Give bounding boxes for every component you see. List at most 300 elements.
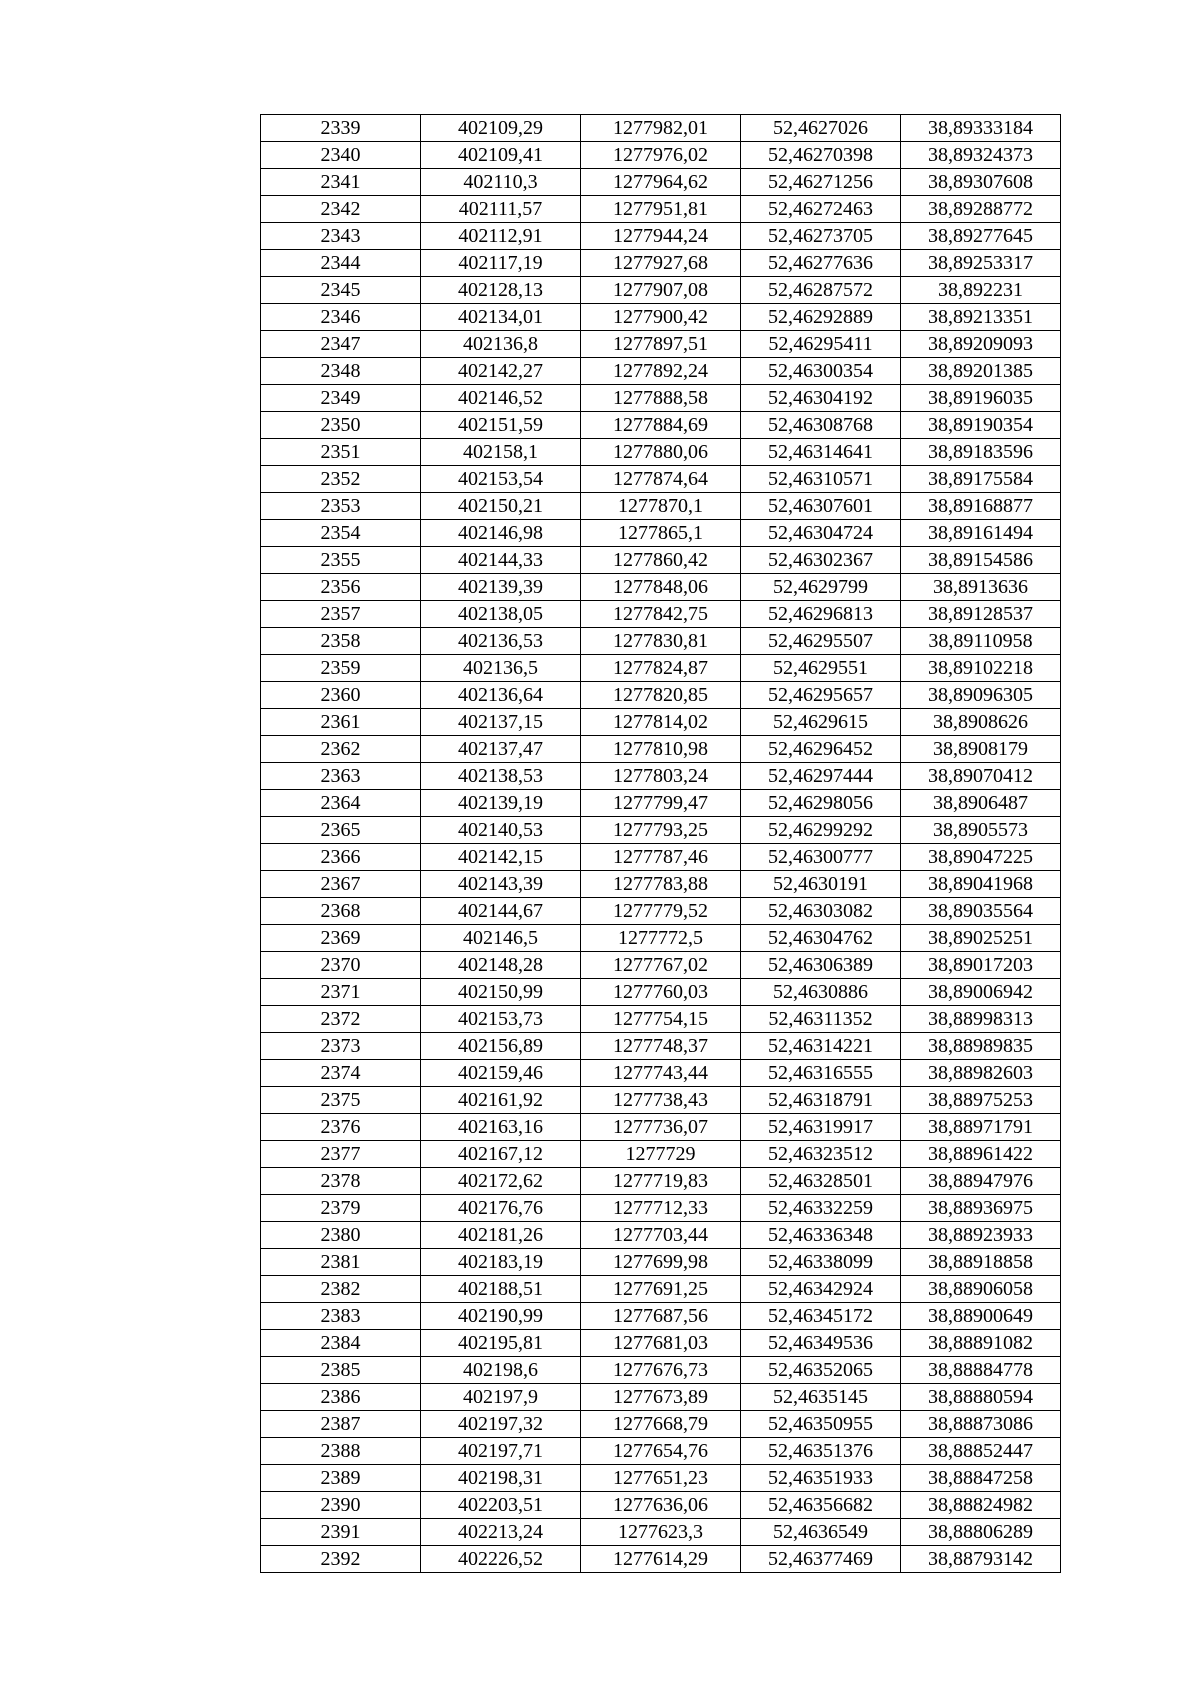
x-coordinate-cell: 402195,81	[421, 1330, 581, 1357]
latitude-cell: 52,4629615	[741, 709, 901, 736]
longitude-cell: 38,89128537	[901, 601, 1061, 628]
x-coordinate-cell: 402138,05	[421, 601, 581, 628]
table-row	[261, 1222, 1061, 1249]
point-number-cell: 2389	[261, 1465, 421, 1492]
y-coordinate-cell: 1277951,81	[581, 196, 741, 223]
y-coordinate-cell: 1277888,58	[581, 385, 741, 412]
latitude-cell: 52,46295657	[741, 682, 901, 709]
point-number-cell: 2340	[261, 142, 421, 169]
table-row	[261, 466, 1061, 493]
longitude-cell: 38,88906058	[901, 1276, 1061, 1303]
x-coordinate-cell: 402110,3	[421, 169, 581, 196]
x-coordinate-cell: 402183,19	[421, 1249, 581, 1276]
table-row	[261, 520, 1061, 547]
longitude-cell: 38,88998313	[901, 1006, 1061, 1033]
longitude-cell: 38,8908179	[901, 736, 1061, 763]
latitude-cell: 52,46306389	[741, 952, 901, 979]
longitude-cell: 38,89047225	[901, 844, 1061, 871]
longitude-cell: 38,88847258	[901, 1465, 1061, 1492]
longitude-cell: 38,88975253	[901, 1087, 1061, 1114]
table-row	[261, 655, 1061, 682]
point-number-cell: 2344	[261, 250, 421, 277]
x-coordinate-cell: 402167,12	[421, 1141, 581, 1168]
point-number-cell: 2356	[261, 574, 421, 601]
point-number-cell: 2387	[261, 1411, 421, 1438]
table-row	[261, 628, 1061, 655]
longitude-cell: 38,88923933	[901, 1222, 1061, 1249]
coordinates-table-body	[261, 115, 1061, 1573]
point-number-cell: 2360	[261, 682, 421, 709]
y-coordinate-cell: 1277743,44	[581, 1060, 741, 1087]
y-coordinate-cell: 1277654,76	[581, 1438, 741, 1465]
latitude-cell: 52,46356682	[741, 1492, 901, 1519]
table-row	[261, 547, 1061, 574]
point-number-cell: 2343	[261, 223, 421, 250]
longitude-cell: 38,89096305	[901, 682, 1061, 709]
y-coordinate-cell: 1277651,23	[581, 1465, 741, 1492]
point-number-cell: 2375	[261, 1087, 421, 1114]
y-coordinate-cell: 1277810,98	[581, 736, 741, 763]
point-number-cell: 2390	[261, 1492, 421, 1519]
y-coordinate-cell: 1277636,06	[581, 1492, 741, 1519]
table-row	[261, 439, 1061, 466]
latitude-cell: 52,4629551	[741, 655, 901, 682]
y-coordinate-cell: 1277884,69	[581, 412, 741, 439]
table-row	[261, 601, 1061, 628]
table-row	[261, 1195, 1061, 1222]
y-coordinate-cell: 1277779,52	[581, 898, 741, 925]
latitude-cell: 52,46295411	[741, 331, 901, 358]
y-coordinate-cell: 1277907,08	[581, 277, 741, 304]
longitude-cell: 38,88806289	[901, 1519, 1061, 1546]
table-row	[261, 304, 1061, 331]
y-coordinate-cell: 1277964,62	[581, 169, 741, 196]
x-coordinate-cell: 402146,52	[421, 385, 581, 412]
longitude-cell: 38,88891082	[901, 1330, 1061, 1357]
table-row	[261, 1438, 1061, 1465]
y-coordinate-cell: 1277892,24	[581, 358, 741, 385]
latitude-cell: 52,46336348	[741, 1222, 901, 1249]
latitude-cell: 52,46319917	[741, 1114, 901, 1141]
longitude-cell: 38,89070412	[901, 763, 1061, 790]
x-coordinate-cell: 402117,19	[421, 250, 581, 277]
latitude-cell: 52,4635145	[741, 1384, 901, 1411]
y-coordinate-cell: 1277976,02	[581, 142, 741, 169]
longitude-cell: 38,88880594	[901, 1384, 1061, 1411]
latitude-cell: 52,46308768	[741, 412, 901, 439]
x-coordinate-cell: 402198,31	[421, 1465, 581, 1492]
latitude-cell: 52,4629799	[741, 574, 901, 601]
point-number-cell: 2372	[261, 1006, 421, 1033]
point-number-cell: 2347	[261, 331, 421, 358]
y-coordinate-cell: 1277860,42	[581, 547, 741, 574]
table-row	[261, 142, 1061, 169]
table-row	[261, 1492, 1061, 1519]
point-number-cell: 2376	[261, 1114, 421, 1141]
y-coordinate-cell: 1277944,24	[581, 223, 741, 250]
latitude-cell: 52,46310571	[741, 466, 901, 493]
latitude-cell: 52,46292889	[741, 304, 901, 331]
longitude-cell: 38,89201385	[901, 358, 1061, 385]
longitude-cell: 38,88989835	[901, 1033, 1061, 1060]
table-row	[261, 493, 1061, 520]
latitude-cell: 52,46273705	[741, 223, 901, 250]
table-row	[261, 1303, 1061, 1330]
x-coordinate-cell: 402109,41	[421, 142, 581, 169]
table-row	[261, 196, 1061, 223]
x-coordinate-cell: 402150,21	[421, 493, 581, 520]
x-coordinate-cell: 402142,15	[421, 844, 581, 871]
longitude-cell: 38,88884778	[901, 1357, 1061, 1384]
point-number-cell: 2384	[261, 1330, 421, 1357]
x-coordinate-cell: 402176,76	[421, 1195, 581, 1222]
table-row	[261, 1384, 1061, 1411]
table-row	[261, 115, 1061, 142]
latitude-cell: 52,46296813	[741, 601, 901, 628]
y-coordinate-cell: 1277848,06	[581, 574, 741, 601]
table-row	[261, 1411, 1061, 1438]
x-coordinate-cell: 402128,13	[421, 277, 581, 304]
y-coordinate-cell: 1277676,73	[581, 1357, 741, 1384]
point-number-cell: 2366	[261, 844, 421, 871]
x-coordinate-cell: 402172,62	[421, 1168, 581, 1195]
table-row	[261, 250, 1061, 277]
latitude-cell: 52,46345172	[741, 1303, 901, 1330]
y-coordinate-cell: 1277673,89	[581, 1384, 741, 1411]
y-coordinate-cell: 1277982,01	[581, 115, 741, 142]
table-row	[261, 1060, 1061, 1087]
longitude-cell: 38,88971791	[901, 1114, 1061, 1141]
longitude-cell: 38,89333184	[901, 115, 1061, 142]
x-coordinate-cell: 402158,1	[421, 439, 581, 466]
point-number-cell: 2341	[261, 169, 421, 196]
longitude-cell: 38,89041968	[901, 871, 1061, 898]
x-coordinate-cell: 402136,5	[421, 655, 581, 682]
latitude-cell: 52,46349536	[741, 1330, 901, 1357]
longitude-cell: 38,89213351	[901, 304, 1061, 331]
longitude-cell: 38,8913636	[901, 574, 1061, 601]
y-coordinate-cell: 1277865,1	[581, 520, 741, 547]
y-coordinate-cell: 1277783,88	[581, 871, 741, 898]
point-number-cell: 2363	[261, 763, 421, 790]
longitude-cell: 38,89025251	[901, 925, 1061, 952]
point-number-cell: 2371	[261, 979, 421, 1006]
point-number-cell: 2357	[261, 601, 421, 628]
x-coordinate-cell: 402140,53	[421, 817, 581, 844]
longitude-cell: 38,89168877	[901, 493, 1061, 520]
y-coordinate-cell: 1277703,44	[581, 1222, 741, 1249]
table-row	[261, 412, 1061, 439]
x-coordinate-cell: 402181,26	[421, 1222, 581, 1249]
y-coordinate-cell: 1277824,87	[581, 655, 741, 682]
y-coordinate-cell: 1277900,42	[581, 304, 741, 331]
x-coordinate-cell: 402144,33	[421, 547, 581, 574]
table-row	[261, 331, 1061, 358]
point-number-cell: 2374	[261, 1060, 421, 1087]
point-number-cell: 2373	[261, 1033, 421, 1060]
longitude-cell: 38,88852447	[901, 1438, 1061, 1465]
x-coordinate-cell: 402203,51	[421, 1492, 581, 1519]
x-coordinate-cell: 402142,27	[421, 358, 581, 385]
y-coordinate-cell: 1277874,64	[581, 466, 741, 493]
point-number-cell: 2342	[261, 196, 421, 223]
latitude-cell: 52,46351376	[741, 1438, 901, 1465]
x-coordinate-cell: 402153,73	[421, 1006, 581, 1033]
latitude-cell: 52,46377469	[741, 1546, 901, 1573]
latitude-cell: 52,46316555	[741, 1060, 901, 1087]
latitude-cell: 52,46298056	[741, 790, 901, 817]
y-coordinate-cell: 1277699,98	[581, 1249, 741, 1276]
longitude-cell: 38,89288772	[901, 196, 1061, 223]
latitude-cell: 52,46328501	[741, 1168, 901, 1195]
x-coordinate-cell: 402148,28	[421, 952, 581, 979]
point-number-cell: 2383	[261, 1303, 421, 1330]
point-number-cell: 2367	[261, 871, 421, 898]
point-number-cell: 2380	[261, 1222, 421, 1249]
y-coordinate-cell: 1277927,68	[581, 250, 741, 277]
y-coordinate-cell: 1277880,06	[581, 439, 741, 466]
table-row	[261, 169, 1061, 196]
table-row	[261, 1087, 1061, 1114]
longitude-cell: 38,88900649	[901, 1303, 1061, 1330]
x-coordinate-cell: 402136,8	[421, 331, 581, 358]
longitude-cell: 38,89035564	[901, 898, 1061, 925]
longitude-cell: 38,89102218	[901, 655, 1061, 682]
latitude-cell: 52,46338099	[741, 1249, 901, 1276]
point-number-cell: 2348	[261, 358, 421, 385]
y-coordinate-cell: 1277623,3	[581, 1519, 741, 1546]
point-number-cell: 2379	[261, 1195, 421, 1222]
latitude-cell: 52,4630191	[741, 871, 901, 898]
y-coordinate-cell: 1277614,29	[581, 1546, 741, 1573]
y-coordinate-cell: 1277681,03	[581, 1330, 741, 1357]
table-row	[261, 1330, 1061, 1357]
longitude-cell: 38,89017203	[901, 952, 1061, 979]
y-coordinate-cell: 1277760,03	[581, 979, 741, 1006]
table-row	[261, 1357, 1061, 1384]
point-number-cell: 2345	[261, 277, 421, 304]
point-number-cell: 2346	[261, 304, 421, 331]
table-row	[261, 790, 1061, 817]
point-number-cell: 2351	[261, 439, 421, 466]
longitude-cell: 38,89110958	[901, 628, 1061, 655]
point-number-cell: 2388	[261, 1438, 421, 1465]
table-row	[261, 925, 1061, 952]
latitude-cell: 52,46311352	[741, 1006, 901, 1033]
coordinates-table	[260, 114, 1061, 1573]
table-row	[261, 979, 1061, 1006]
longitude-cell: 38,88873086	[901, 1411, 1061, 1438]
table-row	[261, 1465, 1061, 1492]
x-coordinate-cell: 402198,6	[421, 1357, 581, 1384]
x-coordinate-cell: 402143,39	[421, 871, 581, 898]
longitude-cell: 38,88947976	[901, 1168, 1061, 1195]
point-number-cell: 2339	[261, 115, 421, 142]
latitude-cell: 52,46300354	[741, 358, 901, 385]
point-number-cell: 2377	[261, 1141, 421, 1168]
y-coordinate-cell: 1277691,25	[581, 1276, 741, 1303]
x-coordinate-cell: 402137,15	[421, 709, 581, 736]
latitude-cell: 52,46277636	[741, 250, 901, 277]
latitude-cell: 52,46296452	[741, 736, 901, 763]
latitude-cell: 52,46314641	[741, 439, 901, 466]
table-row	[261, 385, 1061, 412]
point-number-cell: 2362	[261, 736, 421, 763]
point-number-cell: 2369	[261, 925, 421, 952]
x-coordinate-cell: 402197,32	[421, 1411, 581, 1438]
x-coordinate-cell: 402213,24	[421, 1519, 581, 1546]
x-coordinate-cell: 402190,99	[421, 1303, 581, 1330]
x-coordinate-cell: 402136,53	[421, 628, 581, 655]
table-row	[261, 1168, 1061, 1195]
point-number-cell: 2365	[261, 817, 421, 844]
table-row	[261, 358, 1061, 385]
y-coordinate-cell: 1277754,15	[581, 1006, 741, 1033]
point-number-cell: 2391	[261, 1519, 421, 1546]
latitude-cell: 52,46342924	[741, 1276, 901, 1303]
point-number-cell: 2364	[261, 790, 421, 817]
longitude-cell: 38,8905573	[901, 817, 1061, 844]
latitude-cell: 52,4636549	[741, 1519, 901, 1546]
point-number-cell: 2355	[261, 547, 421, 574]
point-number-cell: 2385	[261, 1357, 421, 1384]
longitude-cell: 38,89277645	[901, 223, 1061, 250]
y-coordinate-cell: 1277738,43	[581, 1087, 741, 1114]
longitude-cell: 38,89006942	[901, 979, 1061, 1006]
y-coordinate-cell: 1277870,1	[581, 493, 741, 520]
y-coordinate-cell: 1277668,79	[581, 1411, 741, 1438]
x-coordinate-cell: 402139,19	[421, 790, 581, 817]
x-coordinate-cell: 402226,52	[421, 1546, 581, 1573]
longitude-cell: 38,8908626	[901, 709, 1061, 736]
table-row	[261, 898, 1061, 925]
x-coordinate-cell: 402139,39	[421, 574, 581, 601]
table-row	[261, 682, 1061, 709]
latitude-cell: 52,46304762	[741, 925, 901, 952]
table-row	[261, 844, 1061, 871]
point-number-cell: 2386	[261, 1384, 421, 1411]
x-coordinate-cell: 402161,92	[421, 1087, 581, 1114]
point-number-cell: 2370	[261, 952, 421, 979]
latitude-cell: 52,46295507	[741, 628, 901, 655]
point-number-cell: 2354	[261, 520, 421, 547]
table-row	[261, 817, 1061, 844]
table-row	[261, 952, 1061, 979]
latitude-cell: 52,46302367	[741, 547, 901, 574]
point-number-cell: 2378	[261, 1168, 421, 1195]
point-number-cell: 2359	[261, 655, 421, 682]
latitude-cell: 52,46272463	[741, 196, 901, 223]
x-coordinate-cell: 402134,01	[421, 304, 581, 331]
longitude-cell: 38,88824982	[901, 1492, 1061, 1519]
x-coordinate-cell: 402136,64	[421, 682, 581, 709]
point-number-cell: 2349	[261, 385, 421, 412]
table-row	[261, 1006, 1061, 1033]
longitude-cell: 38,8906487	[901, 790, 1061, 817]
x-coordinate-cell: 402146,98	[421, 520, 581, 547]
table-row	[261, 1276, 1061, 1303]
x-coordinate-cell: 402156,89	[421, 1033, 581, 1060]
point-number-cell: 2352	[261, 466, 421, 493]
latitude-cell: 52,46352065	[741, 1357, 901, 1384]
longitude-cell: 38,89196035	[901, 385, 1061, 412]
latitude-cell: 52,46304192	[741, 385, 901, 412]
longitude-cell: 38,88936975	[901, 1195, 1061, 1222]
table-row	[261, 1114, 1061, 1141]
x-coordinate-cell: 402138,53	[421, 763, 581, 790]
x-coordinate-cell: 402111,57	[421, 196, 581, 223]
x-coordinate-cell: 402137,47	[421, 736, 581, 763]
x-coordinate-cell: 402150,99	[421, 979, 581, 1006]
y-coordinate-cell: 1277736,07	[581, 1114, 741, 1141]
latitude-cell: 52,46323512	[741, 1141, 901, 1168]
y-coordinate-cell: 1277814,02	[581, 709, 741, 736]
longitude-cell: 38,89154586	[901, 547, 1061, 574]
y-coordinate-cell: 1277729	[581, 1141, 741, 1168]
longitude-cell: 38,88793142	[901, 1546, 1061, 1573]
y-coordinate-cell: 1277793,25	[581, 817, 741, 844]
y-coordinate-cell: 1277799,47	[581, 790, 741, 817]
y-coordinate-cell: 1277842,75	[581, 601, 741, 628]
point-number-cell: 2350	[261, 412, 421, 439]
latitude-cell: 52,46300777	[741, 844, 901, 871]
latitude-cell: 52,46271256	[741, 169, 901, 196]
longitude-cell: 38,88918858	[901, 1249, 1061, 1276]
y-coordinate-cell: 1277820,85	[581, 682, 741, 709]
table-row	[261, 1546, 1061, 1573]
longitude-cell: 38,89324373	[901, 142, 1061, 169]
x-coordinate-cell: 402153,54	[421, 466, 581, 493]
x-coordinate-cell: 402197,9	[421, 1384, 581, 1411]
latitude-cell: 52,46332259	[741, 1195, 901, 1222]
table-row	[261, 763, 1061, 790]
latitude-cell: 52,46351933	[741, 1465, 901, 1492]
y-coordinate-cell: 1277897,51	[581, 331, 741, 358]
latitude-cell: 52,46350955	[741, 1411, 901, 1438]
y-coordinate-cell: 1277748,37	[581, 1033, 741, 1060]
longitude-cell: 38,89175584	[901, 466, 1061, 493]
table-row	[261, 709, 1061, 736]
latitude-cell: 52,46297444	[741, 763, 901, 790]
longitude-cell: 38,89161494	[901, 520, 1061, 547]
latitude-cell: 52,46314221	[741, 1033, 901, 1060]
y-coordinate-cell: 1277830,81	[581, 628, 741, 655]
point-number-cell: 2353	[261, 493, 421, 520]
latitude-cell: 52,46299292	[741, 817, 901, 844]
table-row	[261, 871, 1061, 898]
y-coordinate-cell: 1277787,46	[581, 844, 741, 871]
y-coordinate-cell: 1277719,83	[581, 1168, 741, 1195]
longitude-cell: 38,892231	[901, 277, 1061, 304]
longitude-cell: 38,88982603	[901, 1060, 1061, 1087]
y-coordinate-cell: 1277687,56	[581, 1303, 741, 1330]
x-coordinate-cell: 402109,29	[421, 115, 581, 142]
longitude-cell: 38,88961422	[901, 1141, 1061, 1168]
y-coordinate-cell: 1277712,33	[581, 1195, 741, 1222]
table-row	[261, 277, 1061, 304]
point-number-cell: 2368	[261, 898, 421, 925]
y-coordinate-cell: 1277767,02	[581, 952, 741, 979]
table-row	[261, 223, 1061, 250]
point-number-cell: 2382	[261, 1276, 421, 1303]
longitude-cell: 38,89253317	[901, 250, 1061, 277]
y-coordinate-cell: 1277803,24	[581, 763, 741, 790]
x-coordinate-cell: 402159,46	[421, 1060, 581, 1087]
x-coordinate-cell: 402146,5	[421, 925, 581, 952]
latitude-cell: 52,4627026	[741, 115, 901, 142]
x-coordinate-cell: 402163,16	[421, 1114, 581, 1141]
x-coordinate-cell: 402112,91	[421, 223, 581, 250]
